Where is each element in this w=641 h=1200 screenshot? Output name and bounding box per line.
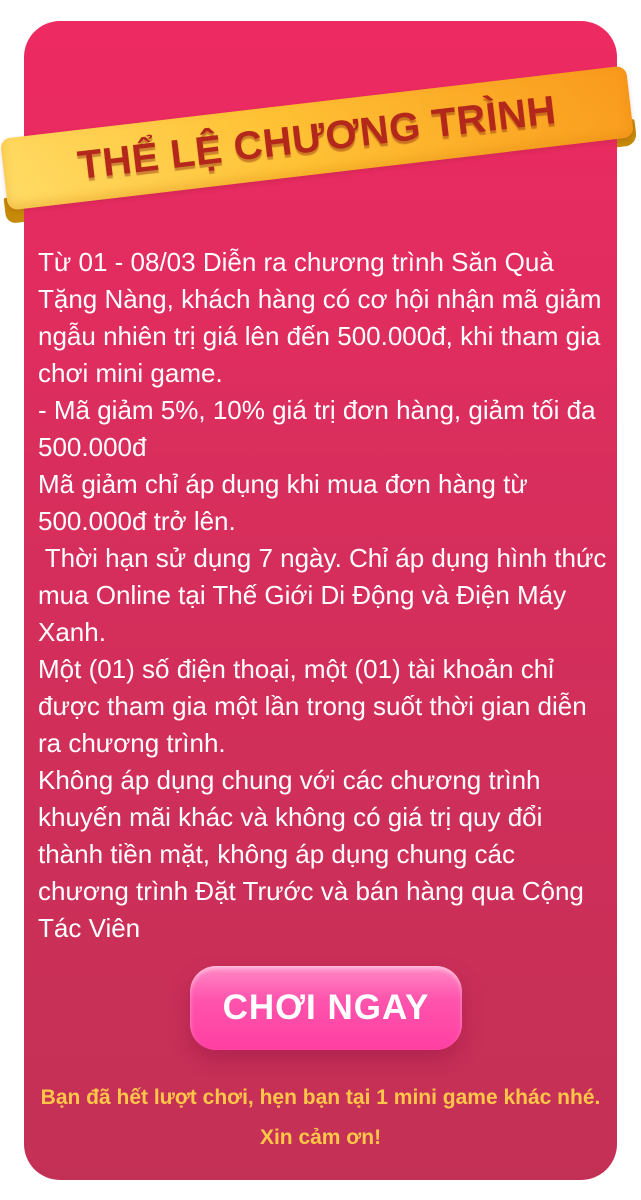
play-now-button[interactable]: CHƠI NGAY	[190, 966, 462, 1050]
rules-line: Tác Viên	[38, 913, 141, 943]
footer-line-2: Xin cảm ơn!	[259, 1126, 382, 1149]
rules-line: - Mã giảm 5%, 10% giá trị đơn hàng, giảm tối đa	[38, 395, 596, 425]
rules-line: mua Online tại Thế Giới Di Động và Điện Máy	[38, 580, 567, 610]
rules-line: ra chương trình.	[38, 728, 226, 758]
rules-line: chơi mini game.	[38, 358, 223, 388]
footer-line-1: Bạn đã hết lượt chơi, hẹn bạn tại 1 mini game khác nhé.	[40, 1086, 601, 1109]
rules-text	[38, 244, 607, 947]
rules-line: thành tiền mặt, không áp dụng chung các	[38, 839, 516, 869]
footer-message	[24, 1078, 617, 1158]
rules-line: Xanh.	[38, 617, 106, 647]
rules-line: Tặng Nàng, khách hàng có cơ hội nhận mã giảm	[38, 284, 602, 314]
rules-line: Thời hạn sử dụng 7 ngày. Chỉ áp dụng hình thức	[38, 543, 607, 573]
rules-line: 500.000đ	[38, 432, 147, 462]
rules-line: được tham gia một lần trong suốt thời gian diễn	[38, 691, 587, 721]
rules-line: Một (01) số điện thoại, một (01) tài khoản chỉ	[38, 654, 554, 684]
rules-line: Không áp dụng chung với các chương trình	[38, 765, 541, 795]
rules-line: ngẫu nhiên trị giá lên đến 500.000đ, khi tham gia	[38, 321, 601, 351]
rules-line: 500.000đ trở lên.	[38, 506, 236, 536]
rules-line: khuyến mãi khác và không có giá trị quy đổi	[38, 802, 543, 832]
ribbon-title: THỂ LỆ CHƯƠNG TRÌNH	[75, 87, 559, 188]
rules-line: Từ 01 - 08/03 Diễn ra chương trình Săn Quà	[38, 247, 554, 277]
rules-line: chương trình Đặt Trước và bán hàng qua Cộng	[38, 876, 584, 906]
rules-line: Mã giảm chỉ áp dụng khi mua đơn hàng từ	[38, 469, 528, 499]
